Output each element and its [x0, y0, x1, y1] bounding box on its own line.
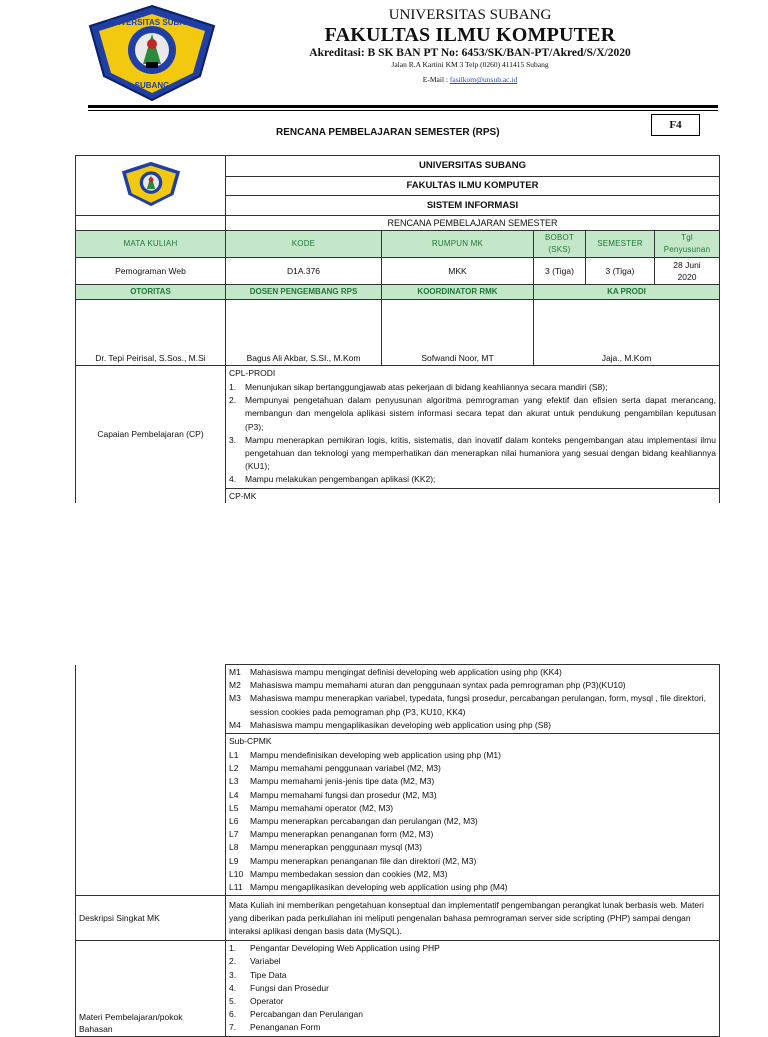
cpmk-item: M2 Mahasiswa mampu memahami aturan dan penggunaan syntax pada pemrograman php (P3)(KU10) [229, 680, 626, 691]
header-koordinator: KOORDINATOR RMK [382, 285, 534, 300]
course-name: Pemograman Web [76, 258, 226, 285]
logo-text-bottom: SUBANG [134, 81, 170, 90]
sub-cpmk-label: Sub-CPMK [226, 734, 720, 749]
table-program: SISTEM INFORMASI [226, 196, 720, 216]
logo-text-top: UNIVERSITAS SUBANG [106, 18, 198, 27]
header-bobot [534, 231, 586, 258]
authority-ka-prodi: Jaja., M.Kom [534, 300, 720, 366]
cpmk-item: M1 Mahasiswa mampu mengingat definisi developing web application using php (KK4) [229, 667, 562, 677]
university-logo [86, 4, 218, 102]
header-kode: KODE [226, 231, 382, 258]
header-tgl [655, 231, 720, 258]
course-date [655, 258, 720, 285]
sub-cpmk-item: L5 Mampu memahami operator (M2, M3) [229, 802, 394, 813]
deskripsi-label: Deskripsi Singkat MK [76, 896, 226, 941]
cpl-item: 1. Menunjukan sikap bertanggungjawab atas pekerjaan di bidang keahliannya secara mandiri (S8); [229, 382, 608, 392]
header-dosen: DOSEN PENGEMBANG RPS [226, 285, 382, 300]
header-rumpun: RUMPUN MK [382, 231, 534, 258]
sub-cpmk-item: L1 Mampu mendefinisikan developing web application using php (M1) [229, 750, 501, 761]
header-tgl-line2: Penyusunan [663, 245, 711, 254]
email-line [240, 75, 700, 85]
email-link[interactable]: fasilkom@unsub.ac.id [449, 75, 518, 84]
cp-label-continued [76, 665, 226, 896]
header-tgl-line1: Tgl [681, 233, 693, 242]
header-otoritas: OTORITAS [76, 285, 226, 300]
table-university: UNIVERSITAS SUBANG [226, 156, 720, 177]
document-title: RENCANA PEMBELAJARAN SEMESTER (RPS) [276, 127, 500, 138]
form-code-box: F4 [651, 114, 700, 136]
cpl-item: 3. Mampu menerapkan pemikiran logis, kritis, sistematis, dan inovatif dalam konteks pengembangan atau implementasi ilmu pengetahuan dan teknologi yang memperhatikan dan menerapkan nilai humaniora yang sesuai dengan bidang keahliannya (KU1); [229, 434, 716, 472]
rps-table-page1 [75, 155, 720, 503]
faculty-name: FAKULTAS ILMU KOMPUTER [324, 24, 616, 46]
course-credits: 3 (Tiga) [534, 258, 586, 285]
blank-cell [76, 216, 226, 231]
cpl-item: 2. Mempunyai pengetahuan dalam penyusunan algoritma pemrograman yang efektif dan efisien serta dapat merancang, membangun dan mengelola aplikasi sistem informasi secara tepat dan akurat untuk pendukung pengambilan keputusan (P3); [229, 395, 716, 432]
header-semester: SEMESTER [586, 231, 655, 258]
materi-item: 4. Fungsi dan Prosedur [229, 982, 329, 993]
deskripsi-text: Mata Kuliah ini memberikan pengetahuan konseptual dan implementatif pengembangan perangkat lunak berbasis web. Materi yang diberikan pada perkuliahan ini meliputi pengenalan bahasa pemrograman server side scripting (PHP) sampai dengan interaksi aplikasi dengan basis data (MySQL). [226, 896, 720, 941]
materi-label-line2: Bahasan [79, 1023, 113, 1034]
materi-list [226, 941, 720, 1036]
sub-cpmk-item: L9 Mampu menerapkan penanganan file dan direktori (M2, M3) [229, 855, 477, 866]
email-label: E-Mail : [422, 75, 448, 84]
cpl-prodi-label: CPL-PRODI [226, 366, 720, 381]
authority-koordinator: Sofwandi Noor, MT [382, 300, 534, 366]
sub-cpmk-list [226, 748, 720, 896]
course-date-line2: 2020 [677, 272, 697, 282]
materi-label [76, 941, 226, 1036]
header-bobot-line2: (SKS) [548, 245, 571, 254]
header-mata-kuliah: MATA KULIAH [76, 231, 226, 258]
sub-cpmk-item: L10 Mampu membedakan session dan cookies (M2, M3) [229, 868, 448, 879]
cpmk-item: M3 Mahasiswa mampu menerapkan variabel, typedata, fungsi prosedur, percabangan perulangan, form, mysql , file direktori, session cookies pada pemograman php (P3, KU10, KK4) [229, 693, 706, 717]
materi-item: 3. Tipe Data [229, 969, 287, 980]
header-rule-thin [88, 110, 718, 111]
sub-cpmk-item: L8 Mampu menerapkan penggunaan mysql (M3) [229, 842, 422, 853]
sub-cpmk-item: L11 Mampu mengaplikasikan developing web application using php (M4) [229, 882, 508, 893]
rps-table-page2 [75, 664, 720, 1037]
cpl-item: 4. Mampu melakukan pengembangan aplikasi (KK2); [229, 474, 436, 485]
materi-item: 1. Pengantar Developing Web Application using PHP [229, 943, 440, 954]
header-ka-prodi: KA PRODI [534, 285, 720, 300]
sub-cpmk-item: L6 Mampu menerapkan percabangan dan perulangan (M2, M3) [229, 816, 478, 827]
course-code: D1A.376 [226, 258, 382, 285]
cp-label: Capaian Pembelajaran (CP) [76, 366, 226, 503]
materi-item: 6. Percabangan dan Perulangan [229, 1009, 363, 1020]
materi-item: 2. Variabel [229, 956, 281, 967]
cpmk-list [226, 665, 720, 734]
materi-label-line1: Materi Pembelajaran/pokok [79, 1011, 183, 1022]
authority-otoritas: Dr. Tepi Peirisal, S.Sos., M.Si [76, 300, 226, 366]
sub-cpmk-item: L4 Mampu memahami fungsi dan prosedur (M2, M3) [229, 789, 437, 800]
course-date-line1: 28 Juni [673, 260, 701, 270]
address: Jalan R.A Kartini KM 3 Telp (0260) 411415 Subang [391, 60, 549, 69]
course-semester: 3 (Tiga) [586, 258, 655, 285]
authority-dosen: Bagus Ali Akbar, S.SI., M.Kom [226, 300, 382, 366]
university-name: UNIVERSITAS SUBANG [388, 7, 552, 23]
sub-cpmk-item: L3 Mampu memahami jenis-jenis tipe data (M2, M3) [229, 776, 435, 787]
table-faculty: FAKULTAS ILMU KOMPUTER [226, 176, 720, 196]
sub-cpmk-item: L7 Mampu menerapkan penanganan form (M2, M3) [229, 829, 434, 840]
table-rps-title: RENCANA PEMBELAJARAN SEMESTER [226, 216, 720, 231]
accreditation: Akreditasi: B SK BAN PT No: 6453/SK/BAN-PT/Akred/S/X/2020 [309, 47, 631, 59]
course-cluster: MKK [382, 258, 534, 285]
header-bobot-line1: BOBOT [544, 233, 574, 242]
sub-cpmk-item: L2 Mampu memahami penggunaan variabel (M2, M3) [229, 763, 441, 774]
materi-item: 5. Operator [229, 996, 284, 1007]
header-rule-thick [88, 105, 718, 108]
letterhead [240, 6, 700, 85]
cpl-list [226, 380, 720, 488]
cpmk-label: CP-MK [226, 488, 720, 503]
cpmk-item: M4 Mahasiswa mampu mengaplikasikan developing web application using php (S8) [229, 719, 551, 730]
materi-item: 7. Penanganan Form [229, 1022, 321, 1033]
table-logo-cell [76, 156, 226, 216]
table-logo [120, 157, 182, 211]
